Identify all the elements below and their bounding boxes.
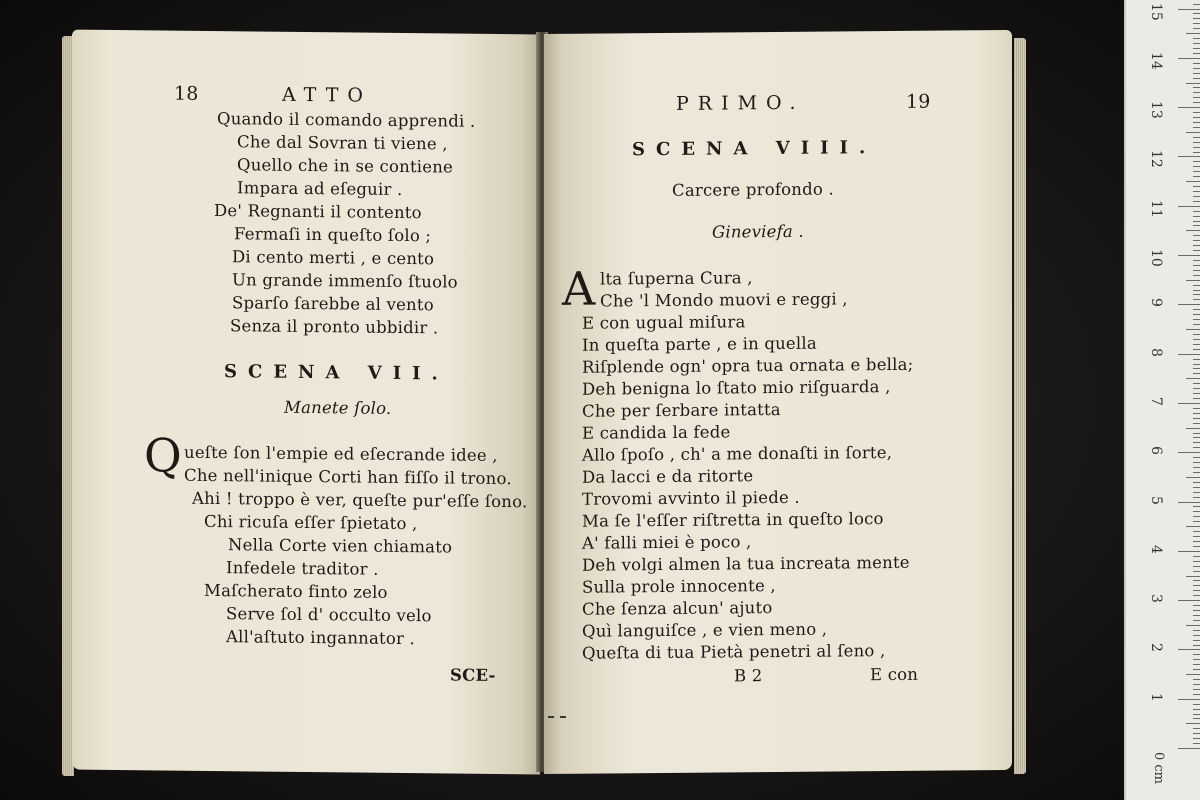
- text-line: Fermaſi in queſto ſolo ;: [234, 224, 432, 246]
- ruler-tick: [1178, 600, 1200, 601]
- ruler-tick: [1186, 674, 1200, 675]
- ruler-tick: [1193, 689, 1200, 690]
- ruler-tick: [1186, 132, 1200, 133]
- ruler-tick: [1193, 18, 1200, 19]
- ruler-tick: [1193, 171, 1200, 172]
- ruler-tick: [1186, 230, 1200, 231]
- page-number: 18: [174, 82, 199, 105]
- ruler-tick: [1193, 137, 1200, 138]
- ruler-tick: [1193, 211, 1200, 212]
- ruler-tick: [1193, 92, 1200, 93]
- ruler-number: 10: [1148, 249, 1164, 267]
- ruler-tick: [1178, 403, 1200, 404]
- ruler-tick: [1178, 649, 1200, 650]
- text-line: ueſte ſon l'empie ed eſecrande idee ,: [184, 442, 498, 466]
- ruler-tick: [1193, 13, 1200, 14]
- ruler-tick: [1193, 590, 1200, 591]
- catchword: SCE-: [450, 665, 496, 685]
- ruler-tick: [1193, 571, 1200, 572]
- ruler-tick: [1193, 240, 1200, 241]
- ruler-tick: [1193, 605, 1200, 606]
- ruler-tick: [1193, 368, 1200, 369]
- ruler-tick: [1193, 166, 1200, 167]
- text-line: In queſta parte , e in quella: [582, 333, 817, 355]
- ruler-tick: [1186, 280, 1200, 281]
- text-line: Deh volgi almen la tua increata mente: [582, 552, 910, 575]
- ruler-tick: [1178, 304, 1200, 305]
- text-line: Nella Corte vien chiamato: [228, 535, 453, 557]
- ruler-tick: [1193, 87, 1200, 88]
- catchword: E con: [870, 664, 919, 685]
- text-line: Trovomi avvinto il piede .: [582, 487, 800, 509]
- ruler-tick: [1178, 551, 1200, 552]
- ruler-tick: [1193, 497, 1200, 498]
- ruler-tick: [1193, 457, 1200, 458]
- ruler-tick: [1193, 546, 1200, 547]
- ruler-tick: [1178, 107, 1200, 108]
- text-line: Infedele traditor .: [226, 558, 379, 579]
- measuring-ruler: [1124, 0, 1200, 800]
- open-book: [48, 22, 1028, 782]
- ruler-number: 1: [1148, 692, 1164, 702]
- ruler-tick: [1193, 265, 1200, 266]
- text-line: Che nell'inique Corti han fiſſo il trono.: [184, 465, 512, 489]
- ruler-tick: [1193, 260, 1200, 261]
- ruler-tick: [1193, 684, 1200, 685]
- ruler-tick: [1193, 516, 1200, 517]
- ruler-tick: [1193, 78, 1200, 79]
- ruler-tick: [1193, 536, 1200, 537]
- text-line: Di cento merti , e cento: [232, 247, 435, 269]
- ruler-tick: [1193, 556, 1200, 557]
- ruler-tick: [1193, 738, 1200, 739]
- ruler-tick: [1193, 68, 1200, 69]
- binding-stitch: [548, 716, 566, 722]
- ruler-tick: [1193, 112, 1200, 113]
- text-line: Queſta di tua Pietà penetri al ſeno ,: [582, 641, 886, 663]
- ruler-tick: [1193, 561, 1200, 562]
- scene-heading: SCENA VIII.: [632, 137, 877, 161]
- ruler-tick: [1193, 743, 1200, 744]
- ruler-tick: [1193, 423, 1200, 424]
- ruler-tick: [1193, 492, 1200, 493]
- text-line: E con ugual miſura: [582, 312, 746, 333]
- drop-cap: Q: [144, 428, 182, 483]
- ruler-tick: [1193, 201, 1200, 202]
- text-line: Sparſo ſarebbe al vento: [232, 293, 434, 315]
- ruler-tick: [1193, 531, 1200, 532]
- ruler-tick: [1186, 83, 1200, 84]
- ruler-tick: [1193, 152, 1200, 153]
- ruler-tick: [1193, 250, 1200, 251]
- ruler-tick: [1193, 679, 1200, 680]
- ruler-tick: [1186, 329, 1200, 330]
- ruler-tick: [1186, 723, 1200, 724]
- ruler-tick: [1193, 393, 1200, 394]
- text-line: E candida la fede: [582, 422, 731, 443]
- ruler-tick: [1193, 38, 1200, 39]
- ruler-tick: [1193, 521, 1200, 522]
- scene-heading: SCENA VII.: [224, 361, 449, 385]
- ruler-tick: [1178, 354, 1200, 355]
- ruler-tick: [1178, 502, 1200, 503]
- ruler-number: 13: [1148, 101, 1164, 119]
- text-line: Da lacci e da ritorte: [582, 466, 754, 487]
- ruler-tick: [1178, 255, 1200, 256]
- ruler-tick: [1193, 462, 1200, 463]
- ruler-tick: [1193, 714, 1200, 715]
- ruler-tick: [1193, 334, 1200, 335]
- ruler-tick: [1193, 595, 1200, 596]
- ruler-number: 8: [1148, 347, 1164, 357]
- ruler-tick: [1193, 339, 1200, 340]
- ruler-number: 7: [1148, 396, 1164, 406]
- text-line: Serve ſol d' occulto velo: [226, 604, 432, 626]
- ruler-number: 4: [1148, 544, 1164, 554]
- ruler-tick: [1193, 433, 1200, 434]
- ruler-tick: [1193, 176, 1200, 177]
- ruler-tick: [1193, 319, 1200, 320]
- ruler-tick: [1193, 299, 1200, 300]
- ruler-tick: [1186, 526, 1200, 527]
- ruler-tick: [1193, 216, 1200, 217]
- ruler-tick: [1193, 102, 1200, 103]
- ruler-tick: [1193, 620, 1200, 621]
- ruler-tick: [1193, 43, 1200, 44]
- ruler-tick: [1193, 645, 1200, 646]
- ruler-tick: [1193, 437, 1200, 438]
- ruler-number: 11: [1148, 199, 1164, 218]
- ruler-tick: [1193, 225, 1200, 226]
- ruler-tick: [1193, 482, 1200, 483]
- text-line: Quando il comando apprendi .: [217, 109, 476, 131]
- ruler-number: 3: [1148, 594, 1164, 604]
- ruler-tick: [1193, 294, 1200, 295]
- ruler-tick: [1186, 477, 1200, 478]
- text-line: Ma ſe l'eſſer riſtretta in queſto loco: [582, 509, 884, 531]
- ruler-tick: [1193, 309, 1200, 310]
- drop-cap: A: [562, 261, 596, 316]
- ruler-tick: [1193, 191, 1200, 192]
- ruler-tick: [1193, 147, 1200, 148]
- ruler-tick: [1193, 472, 1200, 473]
- text-line: Quello che in se contiene: [237, 155, 454, 177]
- ruler-tick: [1193, 447, 1200, 448]
- ruler-tick: [1193, 580, 1200, 581]
- right-page-edges: [1014, 38, 1026, 774]
- ruler-tick: [1193, 408, 1200, 409]
- ruler-tick: [1193, 344, 1200, 345]
- ruler-tick: [1193, 506, 1200, 507]
- ruler-tick: [1193, 28, 1200, 29]
- ruler-tick: [1193, 359, 1200, 360]
- text-line: Che 'l Mondo muovi e reggi ,: [600, 289, 848, 311]
- ruler-tick: [1193, 615, 1200, 616]
- ruler-tick: [1193, 388, 1200, 389]
- ruler-tick: [1193, 585, 1200, 586]
- ruler-tick: [1178, 452, 1200, 453]
- character-name: Gineviefa .: [712, 221, 804, 242]
- ruler-tick: [1193, 142, 1200, 143]
- signature-mark: B 2: [734, 666, 763, 686]
- ruler-tick: [1193, 196, 1200, 197]
- ruler-tick: [1193, 53, 1200, 54]
- running-head: ATTO: [282, 83, 372, 107]
- ruler-tick: [1193, 566, 1200, 567]
- ruler-tick: [1193, 23, 1200, 24]
- ruler-tick: [1193, 48, 1200, 49]
- scene-setting: Carcere profondo .: [672, 179, 834, 200]
- ruler-tick: [1186, 625, 1200, 626]
- ruler-tick: [1193, 669, 1200, 670]
- ruler-tick: [1178, 699, 1200, 700]
- scene-subtitle: Manete ſolo.: [284, 397, 392, 418]
- text-line: Riſplende ogn' opra tua ornata e bella;: [582, 354, 914, 377]
- running-head: PRIMO.: [676, 91, 805, 115]
- ruler-tick: [1193, 97, 1200, 98]
- ruler-tick: [1193, 275, 1200, 276]
- ruler-tick: [1193, 4, 1200, 5]
- ruler-tick: [1193, 270, 1200, 271]
- text-line: Impara ad eſeguir .: [237, 178, 403, 200]
- ruler-tick: [1193, 541, 1200, 542]
- ruler-tick: [1193, 413, 1200, 414]
- ruler-number: 6: [1148, 446, 1164, 456]
- ruler-tick: [1193, 245, 1200, 246]
- ruler-tick: [1193, 161, 1200, 162]
- text-line: De' Regnanti il contento: [214, 201, 422, 223]
- ruler-tick: [1186, 576, 1200, 577]
- ruler-tick: [1193, 364, 1200, 365]
- ruler-tick: [1193, 73, 1200, 74]
- ruler-tick: [1193, 373, 1200, 374]
- text-line: Che ſenza alcun' ajuto: [582, 598, 773, 619]
- ruler-tick: [1193, 709, 1200, 710]
- ruler-tick: [1193, 314, 1200, 315]
- ruler-tick: [1193, 418, 1200, 419]
- text-line: Ahi ! troppo è ver, queſte pur'eſſe ſono.: [192, 488, 528, 512]
- text-line: Allo ſpoſo , ch' a me donaſti in ſorte,: [582, 443, 893, 465]
- left-page: [72, 30, 540, 775]
- ruler-tick: [1193, 654, 1200, 655]
- ruler-tick: [1193, 349, 1200, 350]
- ruler-tick: [1193, 122, 1200, 123]
- text-line: lta ſuperna Cura ,: [600, 268, 753, 289]
- ruler-tick: [1186, 33, 1200, 34]
- text-line: A' falli miei è poco ,: [582, 532, 752, 553]
- ruler-tick: [1193, 694, 1200, 695]
- right-page: [544, 30, 1012, 774]
- ruler-tick: [1193, 640, 1200, 641]
- ruler-number: 14: [1148, 51, 1164, 70]
- ruler-tick: [1193, 630, 1200, 631]
- ruler-tick: [1193, 610, 1200, 611]
- text-line: Quì languiſce , e vien meno ,: [582, 619, 828, 641]
- text-line: Un grande immenſo ſtuolo: [232, 270, 458, 292]
- ruler-tick: [1193, 290, 1200, 291]
- text-line: Sulla prole innocente ,: [582, 576, 776, 597]
- ruler-tick: [1193, 324, 1200, 325]
- ruler-tick: [1193, 659, 1200, 660]
- text-line: Che dal Sovran ti viene ,: [237, 132, 448, 154]
- ruler-tick: [1193, 117, 1200, 118]
- ruler-tick: [1193, 487, 1200, 488]
- ruler-tick: [1193, 635, 1200, 636]
- ruler-tick: [1193, 728, 1200, 729]
- ruler-tick: [1193, 398, 1200, 399]
- ruler-tick: [1186, 378, 1200, 379]
- ruler-tick: [1193, 127, 1200, 128]
- ruler-tick: [1193, 235, 1200, 236]
- ruler-unit-label: 0 cm: [1151, 752, 1166, 785]
- ruler-number: 2: [1148, 643, 1164, 653]
- text-line: Chi ricuſa eſſer ſpietato ,: [204, 511, 418, 534]
- ruler-tick: [1193, 511, 1200, 512]
- ruler-number: 12: [1148, 150, 1164, 169]
- ruler-tick: [1193, 704, 1200, 705]
- ruler-tick: [1193, 664, 1200, 665]
- ruler-tick: [1193, 221, 1200, 222]
- ruler-tick: [1193, 285, 1200, 286]
- ruler-tick: [1193, 186, 1200, 187]
- ruler-tick: [1178, 156, 1200, 157]
- ruler-tick: [1193, 718, 1200, 719]
- text-line: Maſcherato finto zelo: [204, 580, 388, 602]
- ruler-tick: [1193, 383, 1200, 384]
- page-number: 19: [906, 90, 931, 113]
- ruler-number: 9: [1148, 298, 1164, 308]
- text-line: Senza il pronto ubbidir .: [230, 316, 439, 338]
- ruler-tick: [1186, 181, 1200, 182]
- text-line: All'aſtuto ingannator .: [226, 627, 415, 649]
- ruler-tick: [1193, 63, 1200, 64]
- ruler-number: 5: [1148, 495, 1164, 505]
- ruler-tick: [1193, 733, 1200, 734]
- ruler-tick: [1193, 442, 1200, 443]
- ruler-tick: [1186, 428, 1200, 429]
- ruler-tick: [1178, 58, 1200, 59]
- text-line: Deh benigna lo ſtato mio riſguarda ,: [582, 377, 891, 399]
- ruler-tick: [1193, 467, 1200, 468]
- ruler-tick: [1178, 206, 1200, 207]
- ruler-number: 15: [1148, 2, 1164, 21]
- ruler-tick: [1178, 9, 1200, 10]
- text-line: Che per ſerbare intatta: [582, 399, 781, 421]
- ruler-tick: [1178, 748, 1200, 749]
